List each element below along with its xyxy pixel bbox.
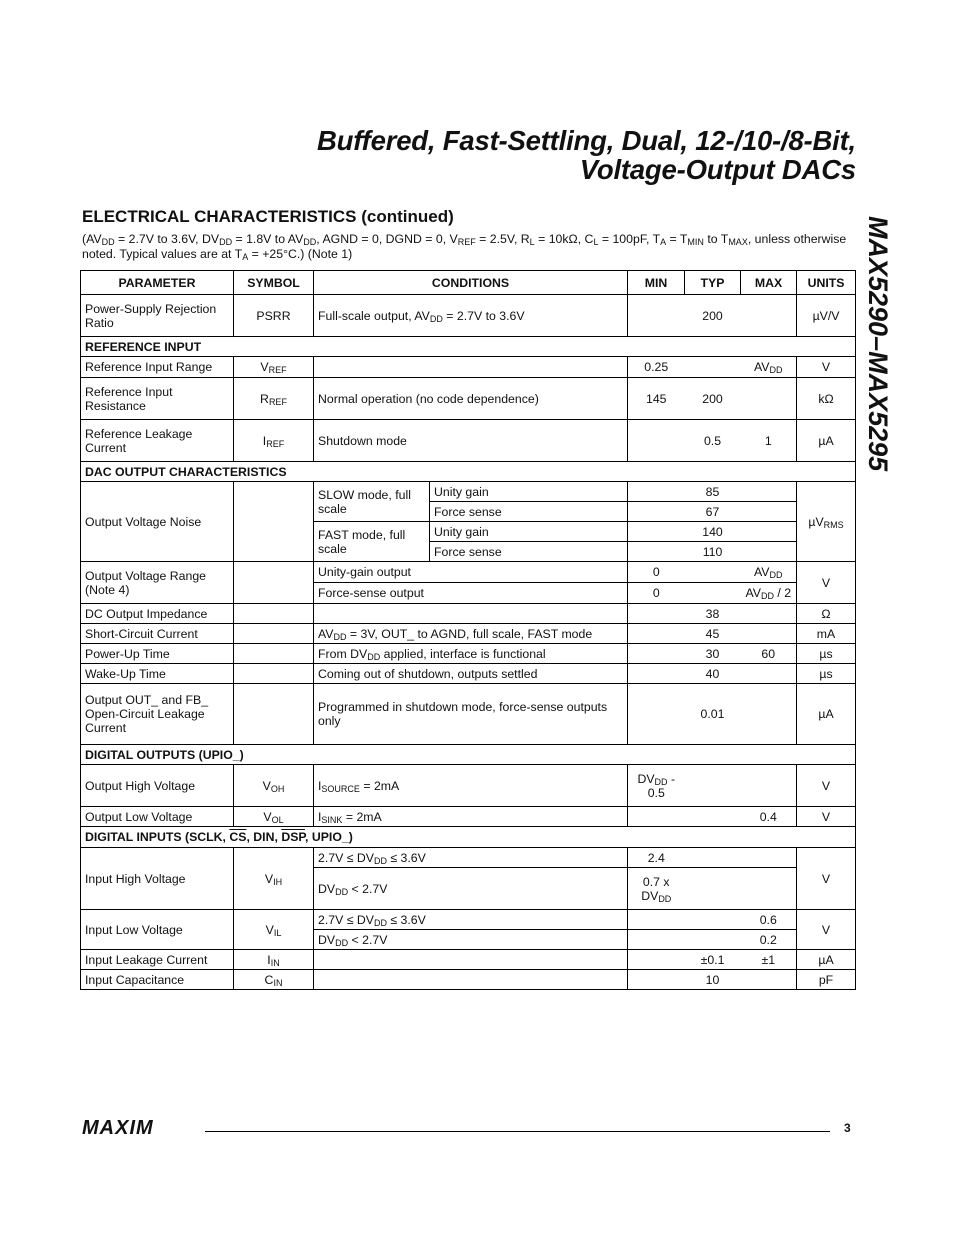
title-line-2: Voltage-Output DACs bbox=[579, 154, 856, 185]
table-row: Force sense 67 bbox=[81, 502, 856, 522]
table-row: Power-Supply Rejection Ratio PSRR Full-scale output, $AV_{DD} = 2.7V$ to 3.6V 200 µV/V bbox=[81, 295, 856, 337]
section-row: DIGITAL INPUTS (SCLK, $\overline{CS}$, DIN, $\overline{DSP}$, UPIO_) bbox=[81, 827, 856, 848]
table-row: $DV_{DD} < 2.7V$ 0.2 bbox=[81, 930, 856, 950]
col-typ: TYP bbox=[685, 271, 741, 295]
col-symbol: SYMBOL bbox=[234, 271, 314, 295]
table-row: Reference Leakage Current $I_{REF}$ Shutdown mode 0.5 1 µA bbox=[81, 420, 856, 462]
table-row: $DV_{DD} < 2.7V$ 0.7 x $DV_{DD}$ bbox=[81, 868, 856, 910]
side-part-number bbox=[852, 216, 912, 576]
header-row bbox=[81, 271, 856, 295]
table-row: Output OUT_ and FB_ Open-Circuit Leakage Current Programmed in shutdown mode, force-sense outputs only 0.01 µA bbox=[81, 684, 856, 745]
table-row: Short-Circuit Current $AV_{DD} = 3V$, OUT_ to AGND, full scale, FAST mode 45 mA bbox=[81, 624, 856, 644]
col-max: MAX bbox=[741, 271, 797, 295]
section-row: DAC OUTPUT CHARACTERISTICS bbox=[81, 462, 856, 482]
table-row: FAST mode, full scale Unity gain 140 bbox=[81, 522, 856, 542]
table-row: Output Voltage Range (Note 4) Unity-gain output 0 $AV_{DD}$ V bbox=[81, 562, 856, 583]
section-row: REFERENCE INPUT bbox=[81, 337, 856, 357]
col-min: MIN bbox=[628, 271, 685, 295]
table-row: Force sense 110 bbox=[81, 542, 856, 562]
section-row: DIGITAL OUTPUTS (UPIO_) bbox=[81, 745, 856, 765]
table-row: Reference Input Range $V_{REF}$ 0.25 $AV_{DD}$ V bbox=[81, 357, 856, 378]
title-line-1: Buffered, Fast-Settling, Dual, 12-/10-/8-Bit, bbox=[316, 125, 856, 156]
table-row: Reference Input Resistance $R_{REF}$ Normal operation (no code dependence) 145 200 kΩ bbox=[81, 378, 856, 420]
table-row: Wake-Up Time Coming out of shutdown, outputs settled 40 µs bbox=[81, 664, 856, 684]
section-heading: ELECTRICAL CHARACTERISTICS (continued) bbox=[82, 207, 454, 226]
table-row: Input Capacitance $C_{IN}$ 10 pF bbox=[81, 970, 856, 990]
page-number: 3 bbox=[844, 1121, 851, 1135]
table-row: Force-sense output 0 $AV_{DD} / 2$ bbox=[81, 583, 856, 604]
side-part-text: MAX5290–MAX5295 bbox=[863, 216, 893, 472]
col-conditions: CONDITIONS bbox=[314, 271, 628, 295]
maxim-logo bbox=[82, 1118, 192, 1143]
table-row: Input Leakage Current $I_{IN}$ ±0.1 ±1 µA bbox=[81, 950, 856, 970]
table-row: Power-Up Time From $DV_{DD}$ applied, interface is functional 30 60 µs bbox=[81, 644, 856, 664]
table-row: Output Low Voltage $V_{OL}$ $I_{SINK} = 2mA$ 0.4 V bbox=[81, 807, 856, 827]
table-row: Output Voltage Noise SLOW mode, full scale Unity gain 85 µV$_{RMS}$ bbox=[81, 482, 856, 502]
table-row: DC Output Impedance 38 Ω bbox=[81, 604, 856, 624]
table-row: Input Low Voltage $V_{IL}$ $2.7V \le DV_{DD} \le 3.6V$ 0.6 V bbox=[81, 910, 856, 930]
table-row: Input High Voltage $V_{IH}$ $2.7V \le DV_{DD} \le 3.6V$ 2.4 V bbox=[81, 848, 856, 868]
col-units: UNITS bbox=[797, 271, 856, 295]
test-conditions: ($AV_{DD} = 2.7V$ to 3.6V, $DV_{DD} = 1.8V$ to $AV_{DD}$, AGND = 0, DGND = 0, $V_{REF} = 2.5V$, $R_L = 10k\Omega$, $C_L = 100pF$, $T_A = T_{MIN}$ to $T_{MAX}$, unless otherwise noted. Typical values are at $T_A = +25^\circ C$.) (Note 1) bbox=[82, 232, 847, 262]
table-row: Output High Voltage $V_{OH}$ $I_{SOURCE} = 2mA$ $DV_{DD}$ - 0.5 V bbox=[81, 765, 856, 807]
col-parameter: PARAMETER bbox=[81, 271, 234, 295]
footer-rule bbox=[205, 1131, 830, 1132]
maxim-logo-text: MAXIM bbox=[82, 1118, 154, 1138]
document-title bbox=[317, 126, 856, 184]
electrical-characteristics-table bbox=[80, 270, 856, 990]
